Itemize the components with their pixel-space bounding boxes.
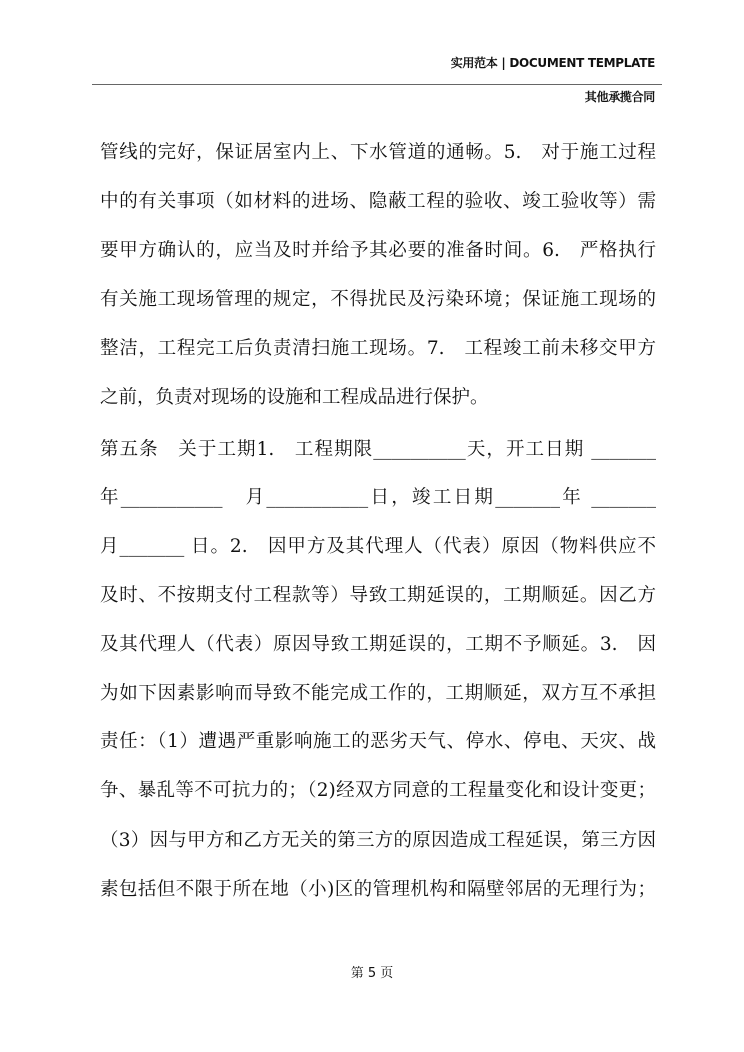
body-line: 争、暴乱等不可抗力的；（2)经双方同意的工程量变化和设计变更； [100,780,656,801]
body-line: 之前，负责对现场的设施和工程成品进行保护。 [100,387,489,408]
body-line: 管线的完好，保证居室内上、下水管道的通畅。5. 对于施工过程 [100,142,656,163]
body-line: 第五条 关于工期1. 工程期限__________天，开工日期 _______ [100,439,656,460]
body-line: 中的有关事项（如材料的进场、隐蔽工程的验收、竣工验收等）需 [100,191,656,212]
body-line: 有关施工现场管理的规定，不得扰民及污染环境；保证施工现场的 [100,289,656,310]
body-line: 要甲方确认的，应当及时并给予其必要的准备时间。6. 严格执行 [100,240,656,261]
body-line: 年___________ 月___________日，竣工日期_______年 _______ [100,487,656,508]
body-line: 及时、不按期支付工程款等）导致工期延误的，工期顺延。因乙方 [100,585,656,606]
header-divider [92,84,662,85]
body-line: （3）因与甲方和乙方无关的第三方的原因造成工程延误，第三方因 [100,830,656,851]
body-line: 月_______ 日。2. 因甲方及其代理人（代表）原因（物料供应不 [100,536,656,557]
body-line: 素包括但不限于所在地（小)区的管理机构和隔壁邻居的无理行为； [100,879,656,900]
header-subtitle: 其他承揽合同 [584,90,655,104]
body-line: 责任：（1）遭遇严重影响施工的恶劣天气、停水、停电、天灾、战 [100,731,656,752]
header-title: 实用范本 | DOCUMENT TEMPLATE [450,56,655,70]
body-line: 为如下因素影响而导致不能完成工作的，工期顺延，双方互不承担 [100,683,656,704]
page-number: 第 5 页 [350,966,394,981]
body-line: 整洁，工程完工后负责清扫施工现场。7. 工程竣工前未移交甲方 [100,338,656,359]
body-line: 及其代理人（代表）原因导致工期延误的，工期不予顺延。3. 因 [100,634,656,655]
